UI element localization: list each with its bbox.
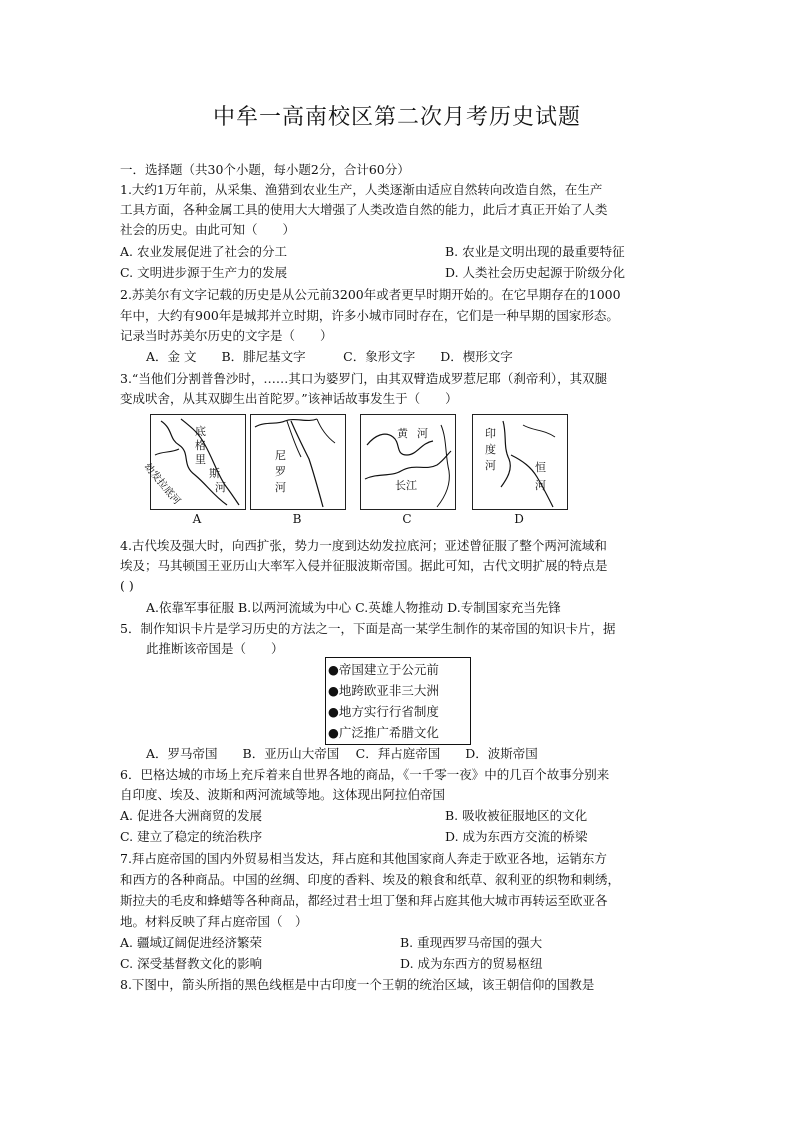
q1-line-3: 社会的历史。由此可知（ ） — [120, 222, 296, 237]
q5-line-2: 此推断该帝国是（ ） — [146, 641, 284, 656]
knowledge-card — [325, 657, 471, 745]
q7-line-3: 斯拉夫的毛皮和蜂蜡等各种商品，都经过君士坦丁堡和拜占庭其他大城市再转运至欧亚各 — [120, 893, 608, 908]
q7-line-2: 和西方的各种商品。中国的丝绸、印度的香料、埃及的粮食和纸草、叙利亚的织物和刺绣， — [120, 872, 621, 887]
q1-option-b: B. 农业是文明出现的最重要特征 — [445, 244, 625, 259]
q1-line-1: 1.大约1万年前，从采集、渔猎到农业生产，人类逐渐由适应自然转向改造自然，在生产 — [120, 182, 603, 197]
map-b: 尼 罗 河 — [250, 414, 346, 510]
map-b-letter: B — [292, 512, 302, 526]
q4-line-2: 埃及；马其顿国王亚历山大率军入侵并征服波斯帝国。据此可知，古代文明扩展的特点是 — [120, 558, 608, 573]
q3-line-1: 3.“当他们分割普鲁沙时，……其口为婆罗门，由其双臂造成罗惹尼耶（刹帝利），其双腿 — [120, 371, 608, 386]
q5-line-1: 5．制作知识卡片是学习历史的方法之一，下面是高一某学生制作的某帝国的知识卡片，据 — [120, 621, 616, 636]
q7-option-b: B. 重现西罗马帝国的强大 — [400, 935, 543, 950]
card-item: ●广泛推广希腊文化 — [328, 725, 439, 740]
q7-option-a: A. 疆域辽阔促进经济繁荣 — [120, 935, 262, 950]
map-d: 印 度 河 恒 河 — [472, 414, 568, 510]
q7-line-4: 地。材料反映了拜占庭帝国（ ） — [120, 914, 308, 929]
q4-line-1: 4.古代埃及强大时，向西扩张，势力一度到达幼发拉底河；亚述曾征服了整个两河流域和 — [120, 538, 607, 553]
map-b-rivers — [251, 415, 345, 509]
q6-option-c: C. 建立了稳定的统治秩序 — [120, 829, 263, 844]
map-a-letter: A — [192, 512, 202, 526]
q1-option-a: A. 农业发展促进了社会的分工 — [120, 244, 287, 259]
exam-title: 中牟一高南校区第二次月考历史试题 — [212, 105, 581, 130]
card-item: ●地跨欧亚非三大洲 — [328, 683, 439, 698]
q6-line-2: 自印度、埃及、波斯和两河流域等地。这体现出阿拉伯帝国 — [120, 787, 446, 802]
q7-line-1: 7.拜占庭帝国的国内外贸易相当发达，拜占庭和其他国家商人奔走于欧亚各地，运销东方 — [120, 851, 607, 866]
q6-option-d: D. 成为东西方交流的桥梁 — [445, 829, 588, 844]
q4-line-3: ( ) — [120, 578, 134, 593]
q2-line-1: 2.苏美尔有文字记载的历史是从公元前3200年或者更早时期开始的。在它早期存在的1000 — [120, 287, 621, 302]
q1-line-2: 工具方面，各种金属工具的使用大大增强了人类改造自然的能力，此后才真正开始了人类 — [120, 202, 608, 217]
card-item: ●地方实行行省制度 — [328, 704, 439, 719]
map-d-letter: D — [514, 512, 524, 526]
card-item: ●帝国建立于公元前 — [328, 662, 439, 677]
q6-option-b: B. 吸收被征服地区的文化 — [445, 808, 588, 823]
map-c-rivers — [361, 415, 455, 509]
q6-option-a: A. 促进各大洲商贸的发展 — [120, 808, 262, 823]
q4-options: A.依靠军事征服 B.以两河流域为中心 C.英雄人物推动 D.专制国家充当先锋 — [146, 600, 561, 615]
q2-line-2: 年中，大约有900年是城邦并立时期，许多小城市同时存在，它们是一种早期的国家形态。 — [120, 308, 619, 323]
q1-option-c: C. 文明进步源于生产力的发展 — [120, 265, 288, 280]
q2-line-3: 记录当时苏美尔历史的文字是（ ） — [120, 328, 333, 343]
q3-maps — [141, 414, 590, 529]
q8-line-1: 8.下图中，箭头所指的黑色线框是中古印度一个王朝的统治区域，该王朝信仰的国教是 — [120, 977, 595, 992]
q7-option-d: D. 成为东西方的贸易枢纽 — [400, 956, 543, 971]
q6-line-1: 6．巴格达城的市场上充斥着来自世界各地的商品，《一千零一夜》中的几百个故事分别来 — [120, 767, 610, 782]
map-a: 底 格 里 斯 河 幼发拉底河 — [150, 414, 246, 510]
q5-options: A．罗马帝国 B．亚历山大帝国 C．拜占庭帝国 D．波斯帝国 — [146, 746, 538, 761]
q7-option-c: C. 深受基督教文化的影响 — [120, 956, 263, 971]
map-c-letter: C — [402, 512, 412, 526]
q1-option-d: D. 人类社会历史起源于阶级分化 — [445, 265, 626, 280]
q2-options: A．金 文 B．腓尼基文字 C．象形文字 D．楔形文字 — [146, 349, 513, 364]
section-heading: 一．选择题（共30个小题，每小题2分，合计60分） — [120, 162, 410, 177]
map-c: 黄 河 长江 — [360, 414, 456, 510]
q3-line-2: 变成吠舍，从其双脚生出首陀罗。”该神话故事发生于（ ） — [120, 391, 458, 406]
